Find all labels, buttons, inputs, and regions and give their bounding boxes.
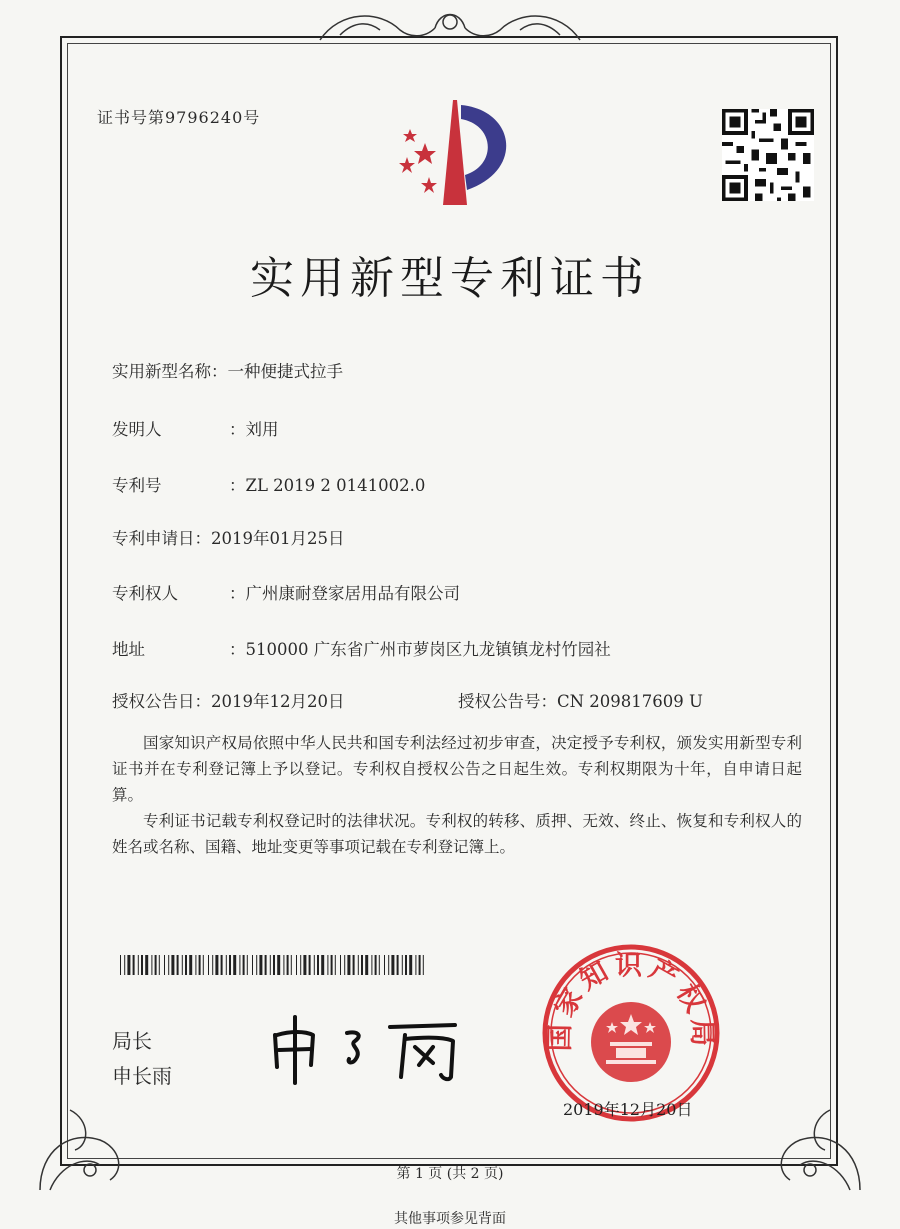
- grant-date-row: [112, 688, 344, 712]
- patent-number-value: ZL 2019 2 0141002.0: [245, 476, 426, 495]
- inventor-label: 发明人: [112, 420, 162, 439]
- filing-date-label: 专利申请日：: [112, 529, 211, 548]
- inventor-value: 刘用: [245, 420, 279, 439]
- patent-office-emblem-icon: [385, 95, 525, 210]
- seal-text: 国家知识产权局: [544, 950, 718, 1052]
- grant-date-label: 授权公告日：: [112, 692, 211, 711]
- top-ornament-icon: [300, 0, 600, 48]
- handwritten-signature-icon: [265, 1005, 470, 1090]
- certificate-number: 证书号第9796240号: [97, 108, 261, 127]
- patent-number-row: 专利号 ：ZL 2019 2 0141002.0: [112, 472, 425, 496]
- filing-date-row: [112, 525, 344, 549]
- seal-date: 2019年12月20日: [563, 1100, 693, 1119]
- address-label: 地址: [112, 640, 145, 659]
- grant-number-row: [458, 688, 703, 712]
- back-note: 其他事项参见背面: [394, 1211, 506, 1227]
- patent-number-label: 专利号: [112, 476, 162, 495]
- grant-statement-paragraph: 国家知识产权局依照中华人民共和国专利法经过初步审查，决定授予专利权，颁发实用新型专利证书并在专利登记簿上予以登记。专利权自授权公告之日起生效。专利权期限为十年，自申请日起算。: [112, 734, 802, 804]
- grant-number-label: 授权公告号：: [458, 692, 557, 711]
- grant-number-value: CN 209817609 U: [557, 692, 703, 711]
- address-value: 510000 广东省广州市萝岗区九龙镇镇龙村竹园社: [245, 640, 611, 659]
- signatory-title: 局长: [112, 1029, 152, 1053]
- signatory-name: 申长雨: [112, 1064, 172, 1088]
- patentee-row: 专利权人 ：广州康耐登家居用品有限公司: [112, 580, 460, 604]
- grant-date-value: 2019年12月20日: [211, 692, 345, 711]
- patentee-value: 广州康耐登家居用品有限公司: [245, 584, 460, 603]
- legal-status-paragraph: 专利证书记载专利权登记时的法律状况。专利权的转移、质押、无效、终止、恢复和专利权人的姓名或名称、国籍、地址变更等事项记载在专利登记簿上。: [112, 812, 802, 856]
- address-row: 地址 ：510000 广东省广州市萝岗区九龙镇镇龙村竹园社: [112, 636, 611, 660]
- utility-model-name-label: 实用新型名称：: [112, 362, 228, 381]
- patentee-label: 专利权人: [112, 584, 178, 603]
- page-number: 第 1 页 (共 2 页): [396, 1166, 504, 1182]
- utility-model-name-value: 一种便捷式拉手: [227, 362, 343, 381]
- inventor-row: 发明人 ：刘用: [112, 416, 279, 440]
- barcode-icon: [120, 955, 430, 975]
- utility-model-name-row: [112, 358, 343, 382]
- qr-code-icon: [722, 109, 814, 201]
- filing-date-value: 2019年01月25日: [211, 529, 345, 548]
- certificate-title: 实用新型专利证书: [250, 253, 650, 304]
